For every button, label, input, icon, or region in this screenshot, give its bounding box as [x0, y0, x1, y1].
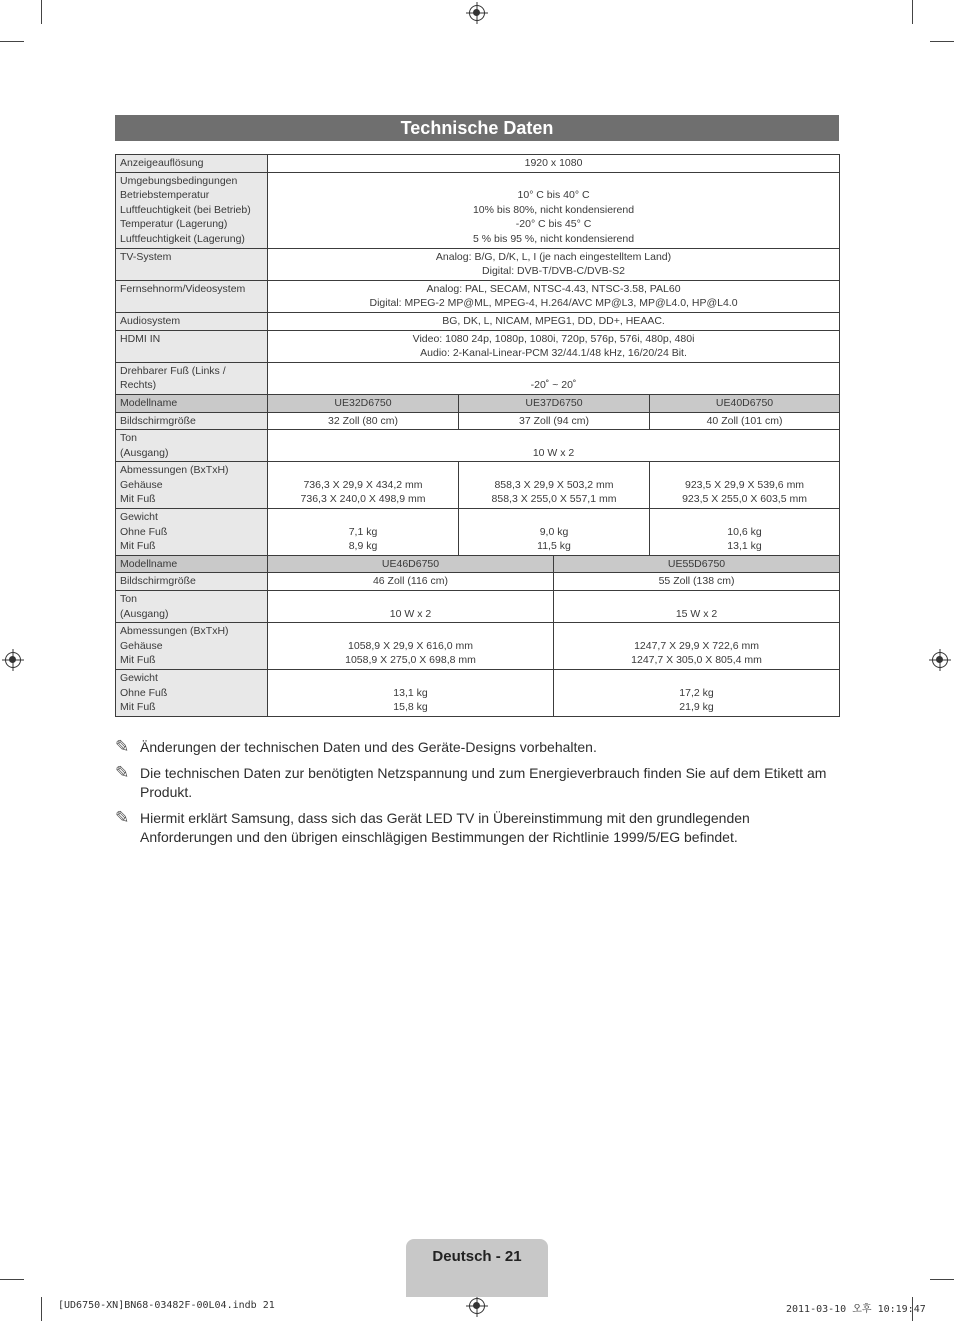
text-line: 923,5 X 29,9 X 539,6 mm	[684, 478, 805, 491]
table-row	[116, 591, 840, 623]
spec-value	[268, 248, 840, 280]
text-line: 9,0 kg	[539, 525, 569, 538]
note-item	[115, 738, 839, 757]
crop-mark	[912, 0, 913, 24]
text-line: 10,6 kg	[727, 525, 762, 538]
model-name: UE37D6750	[525, 396, 583, 409]
text-line: 736,3 X 29,9 X 434,2 mm	[303, 478, 423, 491]
text-line: 13,1 kg	[393, 686, 428, 699]
registration-mark-icon	[469, 1298, 485, 1314]
spec-label	[116, 509, 268, 556]
text-line: 736,3 X 240,0 X 498,9 mm	[300, 493, 426, 506]
text-line: 1247,7 X 29,9 X 722,6 mm	[634, 639, 759, 652]
spec-value	[650, 412, 840, 430]
spec-value	[268, 172, 840, 248]
text-line: 1247,7 X 305,0 X 805,4 mm	[631, 654, 762, 667]
spec-label	[116, 248, 268, 280]
text-line: TV-System	[120, 250, 172, 263]
note-text: Hiermit erklärt Samsung, dass sich das Gerät LED TV in Übereinstimmung mit den grundlegenden Anforderungen und den übrigen einschlägigen Bestimmungen der Richtlinie 1999/5/EG befindet.	[140, 810, 750, 845]
text-line: Bildschirmgröße	[120, 575, 196, 588]
model-name: UE32D6750	[334, 396, 392, 409]
text-line: Video: 1080 24p, 1080p, 1080i, 720p, 576p, 576i, 480p, 480i	[412, 332, 695, 345]
text-line: (Ausgang)	[120, 607, 169, 620]
text-line: Audiosystem	[120, 314, 181, 327]
screen-size: 37 Zoll (94 cm)	[518, 414, 590, 427]
text-line: Gewicht	[120, 511, 158, 524]
spec-table	[115, 154, 840, 717]
table-row	[116, 462, 840, 509]
spec-value	[554, 623, 840, 670]
text-line: Ohne Fuß	[120, 686, 168, 699]
table-row	[116, 412, 840, 430]
text-line: 17,2 kg	[679, 686, 714, 699]
text-line: Analog: PAL, SECAM, NTSC-4.43, NTSC-3.58, PAL60	[426, 282, 681, 295]
table-row	[116, 394, 840, 412]
pencil-note-icon: ✎	[115, 808, 130, 827]
text-line: Abmessungen (BxTxH)	[120, 464, 229, 477]
spec-value	[554, 555, 840, 573]
crop-mark	[41, 0, 42, 24]
crop-mark	[930, 41, 954, 42]
text-line: Betriebstemperatur	[120, 189, 210, 202]
text-line: Digital: MPEG-2 MP@ML, MPEG-4, H.264/AVC MP@L3, MP@L4.0, HP@L4.0	[369, 297, 738, 310]
spec-value	[268, 394, 459, 412]
page-title: Technische Daten	[115, 115, 839, 141]
spec-label	[116, 330, 268, 362]
text-line: HDMI IN	[120, 332, 161, 345]
spec-value	[268, 509, 459, 556]
crop-mark	[41, 1297, 42, 1321]
text-line: Analog: B/G, D/K, L, I (je nach eingestelltem Land)	[435, 250, 672, 263]
spec-value	[268, 362, 840, 394]
text-line: 1058,9 X 275,0 X 698,8 mm	[345, 654, 476, 667]
text-line: 923,5 X 255,0 X 603,5 mm	[682, 493, 807, 506]
text-line: Gewicht	[120, 672, 158, 684]
spec-label	[116, 412, 268, 430]
text-line: 5 % bis 95 %, nicht kondensierend	[472, 232, 635, 245]
footer-timestamp: 2011-03-10 오후 10:19:47	[786, 1304, 926, 1315]
model-name: UE55D6750	[667, 557, 726, 570]
table-row	[116, 430, 840, 462]
text-line: Mit Fuß	[120, 493, 156, 506]
table-row	[116, 330, 840, 362]
text-line: 7,1 kg	[348, 525, 378, 538]
spec-value	[268, 412, 459, 430]
text-line: Mit Fuß	[120, 540, 156, 553]
sound-output: 15 W x 2	[675, 607, 718, 620]
note-text: Änderungen der technischen Daten und des Geräte-Designs vorbehalten.	[140, 739, 597, 755]
spec-value	[459, 394, 650, 412]
spec-value	[268, 430, 840, 462]
text-line: Bildschirmgröße	[120, 414, 196, 427]
spec-label	[116, 591, 268, 623]
spec-value	[268, 573, 554, 591]
text-line: Gehäuse	[120, 478, 163, 491]
spec-label	[116, 172, 268, 248]
spec-value	[268, 462, 459, 509]
spec-label	[116, 362, 268, 394]
notes	[115, 738, 839, 854]
text-line: 11,5 kg	[537, 540, 571, 553]
pencil-note-icon: ✎	[115, 737, 130, 756]
text-line: 858,3 X 29,9 X 503,2 mm	[494, 478, 614, 491]
spec-label	[116, 280, 268, 312]
table-row	[116, 362, 840, 394]
spec-value	[650, 509, 840, 556]
text-line: 10° C bis 40° C	[517, 189, 590, 202]
spec-label	[116, 462, 268, 509]
table-row	[116, 573, 840, 591]
spec-value	[268, 555, 554, 573]
table-row	[116, 623, 840, 670]
spec-value	[268, 280, 840, 312]
spec-value	[268, 330, 840, 362]
spec-label	[116, 623, 268, 670]
text-line: Ohne Fuß	[120, 525, 168, 538]
screen-size: 46 Zoll (116 cm)	[372, 575, 449, 588]
text-line: Mit Fuß	[120, 701, 156, 714]
spec-value	[650, 394, 840, 412]
text-line: Luftfeuchtigkeit (bei Betrieb)	[120, 203, 251, 216]
text-line: 21,9 kg	[679, 701, 714, 714]
text-line: 1058,9 X 29,9 X 616,0 mm	[348, 639, 473, 652]
screen-size: 40 Zoll (101 cm)	[706, 414, 783, 427]
table-row	[116, 280, 840, 312]
spec-value	[459, 462, 650, 509]
spec-label	[116, 430, 268, 462]
text-line: Gehäuse	[120, 639, 163, 652]
text-line: Anzeigeauflösung	[120, 157, 204, 169]
text-line: Fernsehnorm/Videosystem	[120, 282, 246, 295]
spec-label	[116, 555, 268, 573]
model-name: UE40D6750	[715, 396, 774, 409]
note-text: Die technischen Daten zur benötigten Netzspannung und zum Energieverbrauch finden Sie auf dem Etikett am Produkt.	[140, 765, 827, 800]
crop-mark	[0, 41, 24, 42]
screen-size: 32 Zoll (80 cm)	[327, 414, 399, 427]
text-line: 10% bis 80%, nicht kondensierend	[472, 203, 635, 216]
spec-value	[650, 462, 840, 509]
table-row	[116, 670, 840, 717]
text-line: BG, DK, L, NICAM, MPEG1, DD, DD+, HEAAC.	[442, 314, 665, 327]
text-line: Abmessungen (BxTxH)	[120, 625, 229, 638]
text-line: Luftfeuchtigkeit (Lagerung)	[120, 232, 245, 245]
sound-output: 10 W x 2	[389, 607, 432, 620]
spec-value	[459, 509, 650, 556]
text-line: 13,1 kg	[727, 540, 762, 553]
text-line: 15,8 kg	[393, 701, 428, 714]
spec-value	[268, 591, 554, 623]
sound-output: 10 W x 2	[532, 446, 575, 459]
text-line: Digital: DVB-T/DVB-C/DVB-S2	[482, 265, 625, 278]
table-row	[116, 555, 840, 573]
spec-label	[116, 155, 268, 173]
text-line: 858,3 X 255,0 X 557,1 mm	[491, 493, 617, 506]
text-line: (Ausgang)	[120, 446, 169, 459]
registration-mark-icon	[932, 652, 948, 668]
spec-label	[116, 670, 268, 717]
text-line: Mit Fuß	[120, 654, 156, 667]
text-line: Umgebungsbedingungen	[120, 174, 238, 187]
page-number-tab: Deutsch - 21	[406, 1239, 548, 1297]
table-row	[116, 172, 840, 248]
spec-label	[116, 394, 268, 412]
spec-value	[268, 670, 554, 717]
crop-mark	[930, 1279, 954, 1280]
spec-value	[554, 670, 840, 717]
text-line: Ton	[120, 593, 137, 606]
spec-value	[459, 412, 650, 430]
footer-file-info: [UD6750-XN]BN68-03482F-00L04.indb 21	[58, 1300, 275, 1311]
registration-mark-icon	[469, 5, 485, 21]
model-name: UE46D6750	[381, 557, 440, 570]
spec-value	[554, 591, 840, 623]
text-line: 1920 x 1080	[524, 157, 583, 169]
spec-value	[554, 573, 840, 591]
spec-value	[268, 312, 840, 330]
text-line: Temperatur (Lagerung)	[120, 218, 228, 231]
table-row	[116, 155, 840, 173]
text-line: -20˚ ~ 20˚	[530, 379, 577, 392]
registration-mark-icon	[5, 652, 21, 668]
table-row	[116, 312, 840, 330]
text-line: Modellname	[120, 396, 178, 409]
spec-value	[268, 623, 554, 670]
screen-size: 55 Zoll (138 cm)	[658, 575, 735, 588]
note-item	[115, 809, 839, 847]
text-line: Modellname	[120, 557, 178, 570]
text-line: Ton	[120, 432, 137, 445]
table-row	[116, 509, 840, 556]
spec-label	[116, 312, 268, 330]
note-item	[115, 764, 839, 802]
spec-label	[116, 573, 268, 591]
text-line: 8,9 kg	[348, 540, 378, 553]
text-line: Drehbarer Fuß (Links / Rechts)	[120, 364, 226, 392]
pencil-note-icon: ✎	[115, 763, 130, 782]
crop-mark	[0, 1279, 24, 1280]
table-row	[116, 248, 840, 280]
spec-value	[268, 155, 840, 173]
text-line: Audio: 2-Kanal-Linear-PCM 32/44.1/48 kHz, 16/20/24 Bit.	[420, 347, 687, 360]
text-line: -20° C bis 45° C	[515, 218, 592, 231]
